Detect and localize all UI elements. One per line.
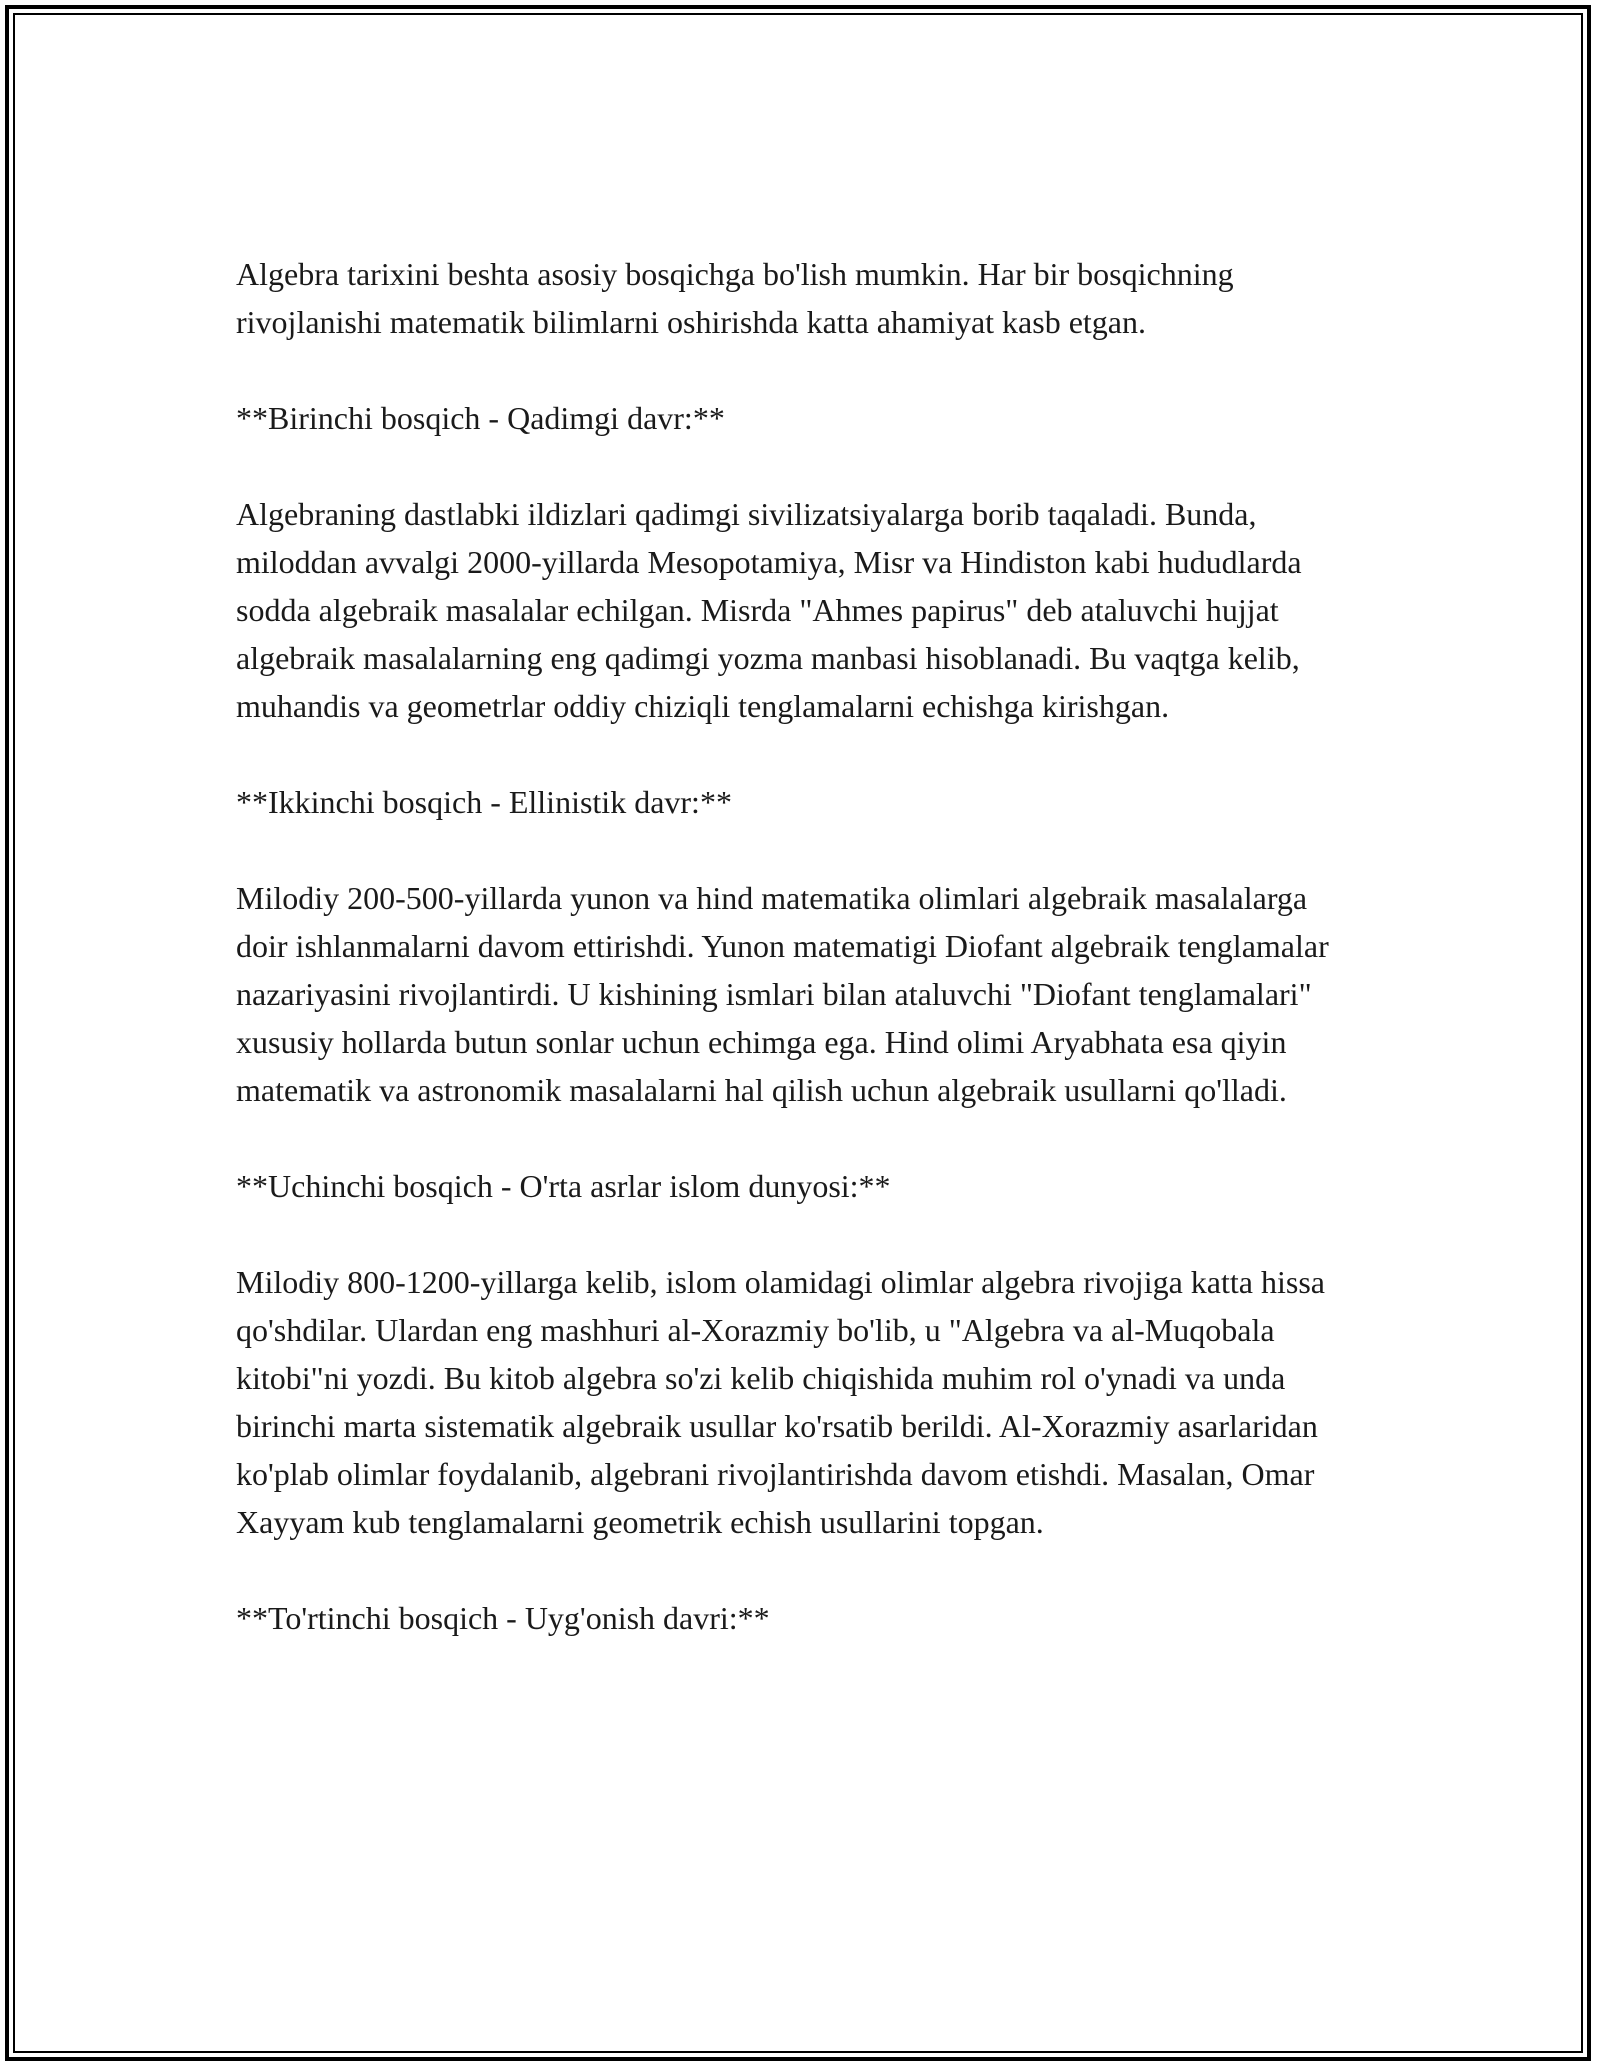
section-body-1: Algebraning dastlabki ildizlari qadimgi sivilizatsiyalarga borib taqaladi. Bunda, miloddan avvalgi 2000-yillarda Mesopotamiya, Misr va Hindiston kabi hududlarda sodda algebraik masalalar echilgan. Misrda "Ahmes papirus" deb ataluvchi hujjat algebraik masalalarning eng qadimgi yozma manbasi hisoblanadi. Bu vaqtga kelib, muhandis va geometrlar oddiy chiziqli tenglamalarni echishga kirishgan. bbox=[236, 496, 1302, 724]
section-heading-4: **To'rtinchi bosqich - Uyg'onish davri:** bbox=[236, 1600, 770, 1636]
document-body bbox=[236, 250, 1366, 1642]
intro-paragraph: Algebra tarixini beshta asosiy bosqichga bo'lish mumkin. Har bir bosqichning rivojlanishi matematik bilimlarni oshirishda katta ahamiyat kasb etgan. bbox=[236, 256, 1234, 340]
section-body-2: Milodiy 200-500-yillarda yunon va hind matematika olimlari algebraik masalalarga doir ishlanmalarni davom ettirishdi. Yunon matematigi Diofant algebraik tenglamalar nazariyasini rivojlantirdi. U kishining ismlari bilan ataluvchi "Diofant tenglamalari" xususiy hollarda butun sonlar uchun echimga ega. Hind olimi Aryabhata esa qiyin matematik va astronomik masalalarni hal qilish uchun algebraik usullarni qo'lladi. bbox=[236, 880, 1329, 1108]
section-heading-3: **Uchinchi bosqich - O'rta asrlar islom dunyosi:** bbox=[236, 1168, 891, 1204]
section-heading-1: **Birinchi bosqich - Qadimgi davr:** bbox=[236, 400, 725, 436]
section-heading-2: **Ikkinchi bosqich - Ellinistik davr:** bbox=[236, 784, 732, 820]
section-body-3: Milodiy 800-1200-yillarga kelib, islom olamidagi olimlar algebra rivojiga katta hissa qo'shdilar. Ulardan eng mashhuri al-Xorazmiy bo'lib, u "Algebra va al-Muqobala kitobi"ni yozdi. Bu kitob algebra so'zi kelib chiqishida muhim rol o'ynadi va unda birinchi marta sistematik algebraik usullar ko'rsatib berildi. Al-Xorazmiy asarlaridan ko'plab olimlar foydalanib, algebrani rivojlantirishda davom etishdi. Masalan, Omar Xayyam kub tenglamalarni geometrik echish usullarini topgan. bbox=[236, 1264, 1325, 1540]
